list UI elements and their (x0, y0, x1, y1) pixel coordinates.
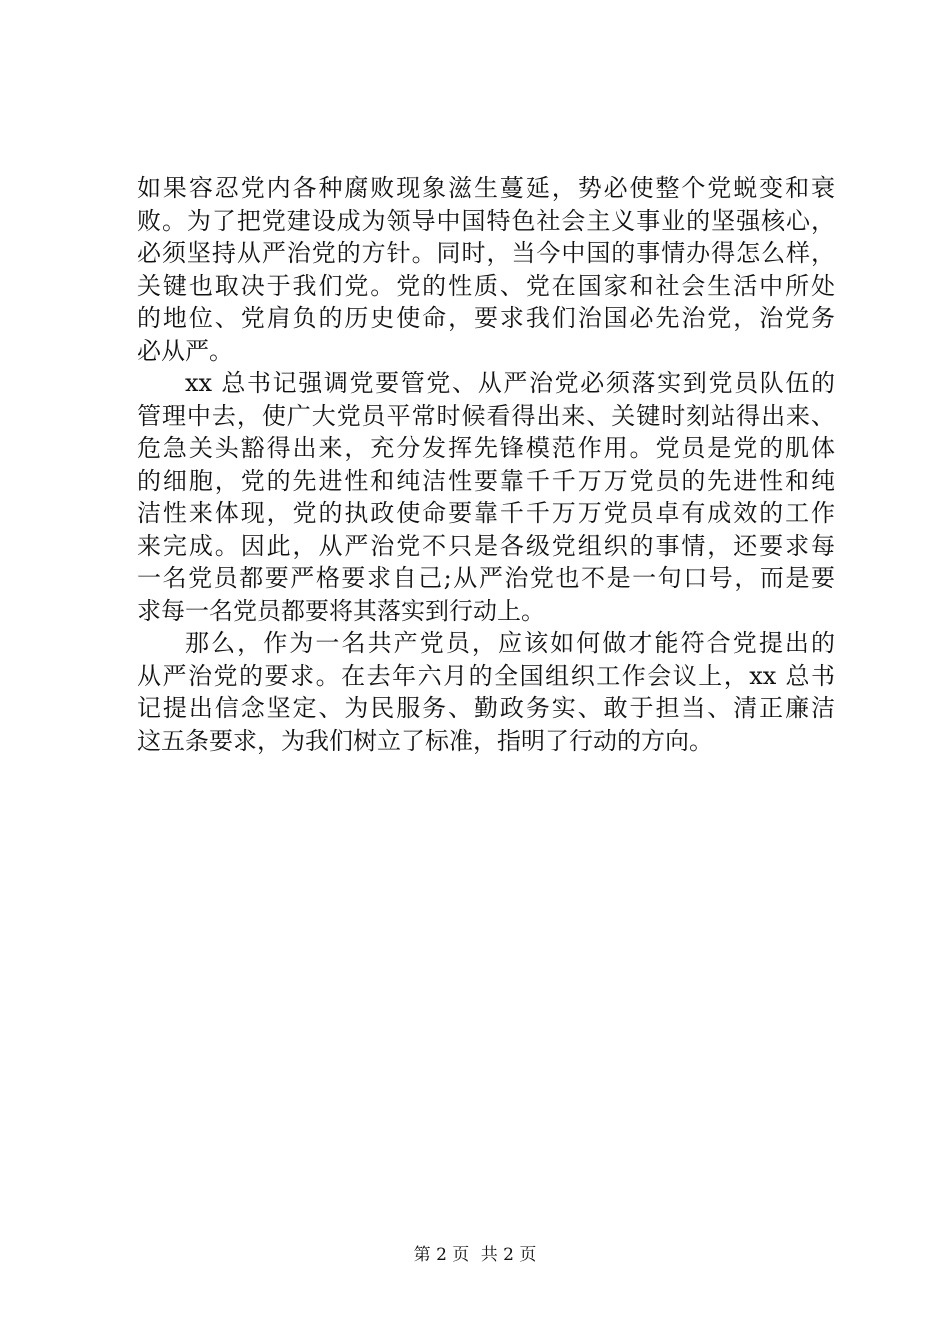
paragraph-2-line-3: 危急关头豁得出来，充分发挥先锋模范作用。党员是党的肌体 (137, 434, 835, 462)
paragraph-3-line-2: 从严治党的要求。在去年六月的全国组织工作会议上，xx 总书 (137, 661, 835, 690)
paragraph-1-line-2: 败。为了把党建设成为领导中国特色社会主义事业的坚强核心， (137, 206, 835, 235)
paragraph-1-line-5: 的地位、党肩负的历史使命，要求我们治国必先治党，治党务 (137, 304, 835, 332)
paragraph-2-line-5: 洁性来体现，党的执政使命要靠千千万万党员卓有成效的工作 (137, 499, 835, 527)
paragraph-2-line-6: 来完成。因此，从严治党不只是各级党组织的事情，还要求每 (137, 531, 835, 560)
page-footer (0, 1244, 950, 1266)
document-body (137, 172, 835, 757)
page-number: 第 2 页 (413, 1245, 470, 1265)
paragraph-3-line-3: 记提出信念坚定、为民服务、勤政务实、敢于担当、清正廉洁 (137, 694, 835, 722)
page-total: 共 2 页 (480, 1245, 537, 1265)
paragraph-1-line-3: 必须坚持从严治党的方针。同时，当今中国的事情办得怎么样， (137, 239, 835, 267)
paragraph-2-line-8: 求每一名党员都要将其落实到行动上。 (137, 596, 545, 625)
paragraph-2-line-4: 的细胞，党的先进性和纯洁性要靠千千万万党员的先进性和纯 (137, 466, 835, 495)
paragraph-3-line-4: 这五条要求，为我们树立了标准，指明了行动的方向。 (137, 726, 713, 755)
paragraph-1-line-6: 必从严。 (137, 336, 233, 365)
paragraph-2-line-2: 管理中去，使广大党员平常时候看得出来、关键时刻站得出来、 (137, 401, 835, 430)
paragraph-1-line-1: 如果容忍党内各种腐败现象滋生蔓延，势必使整个党蜕变和衰 (137, 174, 835, 202)
paragraph-2-line-1: xx 总书记强调党要管党、从严治党必须落实到党员队伍的 (185, 369, 835, 397)
paragraph-2-line-7: 一名党员都要严格要求自己;从严治党也不是一句口号，而是要 (137, 564, 835, 592)
paragraph-1-line-4: 关键也取决于我们党。党的性质、党在国家和社会生活中所处 (137, 271, 835, 300)
paragraph-3-line-1: 那么，作为一名共产党员，应该如何做才能符合党提出的 (185, 629, 835, 657)
